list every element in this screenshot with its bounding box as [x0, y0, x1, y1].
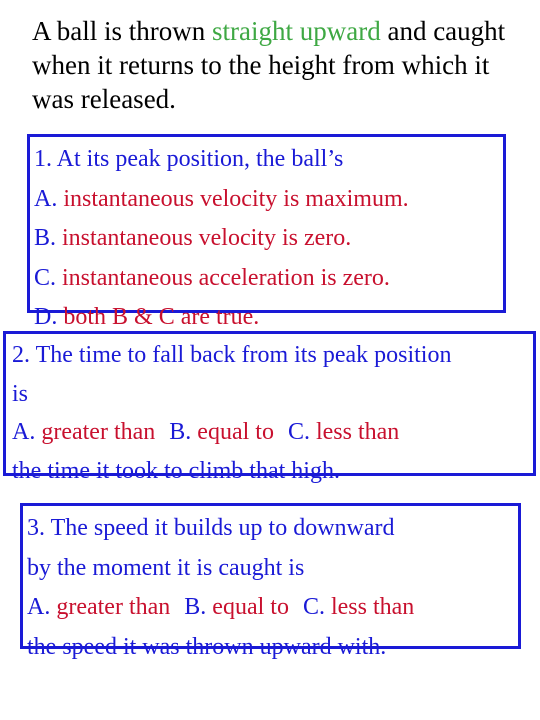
question-1-option-a[interactable] [30, 177, 503, 217]
question-2-tail: the time it took to climb that high. [12, 457, 340, 484]
option-letter: C. [34, 264, 57, 291]
question-2-option-a[interactable] [12, 419, 155, 445]
option-text: both B & C are true. [63, 304, 260, 330]
option-letter: B. [169, 419, 192, 445]
question-3-stem: 3. The speed it builds up to downward [27, 515, 395, 541]
question-3-tail: the speed it was thrown upward with. [27, 633, 387, 660]
intro-part-1: A ball is thrown [32, 16, 212, 46]
option-letter: A. [34, 185, 58, 212]
question-1-option-c[interactable] [30, 256, 503, 296]
question-2-option-c[interactable] [288, 419, 399, 445]
intro-text [32, 14, 532, 116]
question-3-option-c[interactable] [303, 594, 414, 620]
question-1-box [27, 134, 506, 330]
option-text: less than [330, 594, 415, 620]
option-letter: A. [27, 594, 51, 620]
option-letter: C. [302, 594, 325, 620]
option-text: instantaneous velocity is maximum. [63, 185, 409, 212]
question-1-option-d[interactable] [30, 295, 503, 335]
option-text: less than [315, 419, 400, 445]
question-2-stem-cont: is [12, 380, 29, 407]
option-letter: C. [287, 419, 310, 445]
question-3-stem-cont: by the moment it is caught is [27, 554, 305, 581]
option-text: greater than [56, 594, 171, 620]
question-3-option-a[interactable] [27, 594, 170, 620]
question-2-options [6, 411, 533, 450]
option-letter: B. [34, 225, 57, 251]
option-letter: D. [34, 304, 58, 330]
option-letter: B. [184, 594, 207, 620]
option-text: greater than [41, 419, 156, 445]
option-letter: A. [12, 419, 36, 445]
question-3-option-b[interactable] [184, 594, 289, 620]
option-text: equal to [212, 594, 289, 620]
option-text: instantaneous acceleration is zero. [62, 264, 390, 291]
question-2-stem: 2. The time to fall back from its peak position [12, 342, 452, 368]
question-2-box [3, 331, 536, 484]
question-1-option-b[interactable] [30, 216, 503, 256]
question-3-options [23, 585, 518, 625]
question-1-stem: 1. At its peak position, the ball’s [34, 146, 344, 172]
option-text: instantaneous velocity is zero. [62, 225, 352, 251]
question-3-box [20, 503, 521, 660]
intro-part-2: and caught when it returns to the height from which it was released. [32, 16, 506, 114]
option-text: equal to [197, 419, 274, 445]
question-2-option-b[interactable] [169, 419, 274, 445]
intro-highlight: straight upward [212, 16, 381, 46]
